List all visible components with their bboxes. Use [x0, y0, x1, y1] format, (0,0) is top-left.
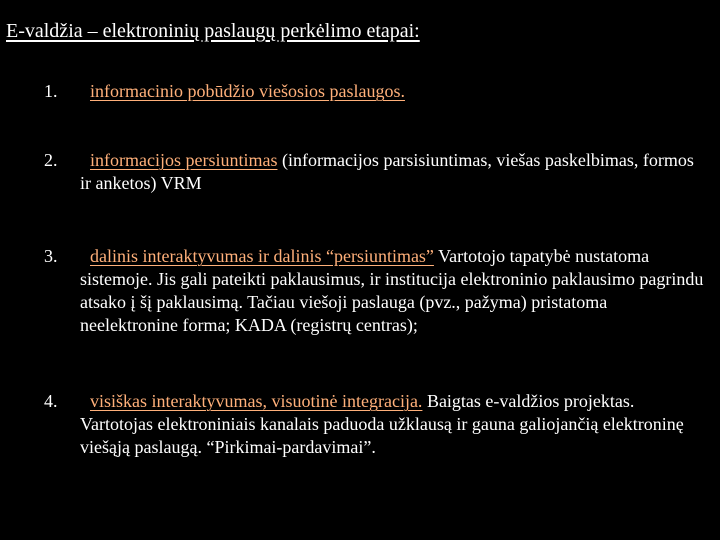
page-title: E-valdžia – elektroninių paslaugų perkėlimo etapai:: [6, 20, 420, 42]
item-number: 3.: [44, 246, 58, 266]
list-item-2: [44, 149, 704, 195]
item-text: [80, 80, 704, 103]
item-number: 4.: [44, 391, 58, 411]
item-number: 1.: [44, 81, 58, 101]
item-heading-link[interactable]: informacijos persiuntimas: [90, 150, 278, 170]
list-item-1: [44, 80, 704, 103]
item-heading-link[interactable]: dalinis interaktyvumas ir dalinis “persiuntimas”: [90, 246, 434, 266]
list-item-3: [44, 245, 704, 337]
item-text: [80, 390, 704, 459]
item-description: (informacijos parsisiuntimas, viešas paskelbimas, formos ir anketos) VRM: [80, 150, 694, 193]
list-item-4: [44, 390, 704, 459]
item-heading-link[interactable]: visiškas interaktyvumas, visuotinė integracija.: [90, 391, 423, 411]
item-text: [80, 149, 704, 195]
item-number: 2.: [44, 150, 58, 170]
item-heading-link[interactable]: informacinio pobūdžio viešosios paslaugos.: [90, 81, 405, 101]
item-description: Vartotojo tapatybė nustatoma sistemoje. Jis gali pateikti paklausimus, ir institucija elektroninio paklausimo pagrindu atsako į šį paklausimą. Tačiau viešoji paslauga (pvz., pažyma) pristatoma neelektronine forma; KADA (registrų centras);: [80, 246, 704, 335]
item-description: Baigtas e-valdžios projektas. Vartotojas elektroniniais kanalais paduoda užklausą ir gauna galiojančią elektroninę viešąją paslaugą. “Pirkimai-pardavimai”.: [80, 391, 684, 457]
item-text: [80, 245, 704, 337]
